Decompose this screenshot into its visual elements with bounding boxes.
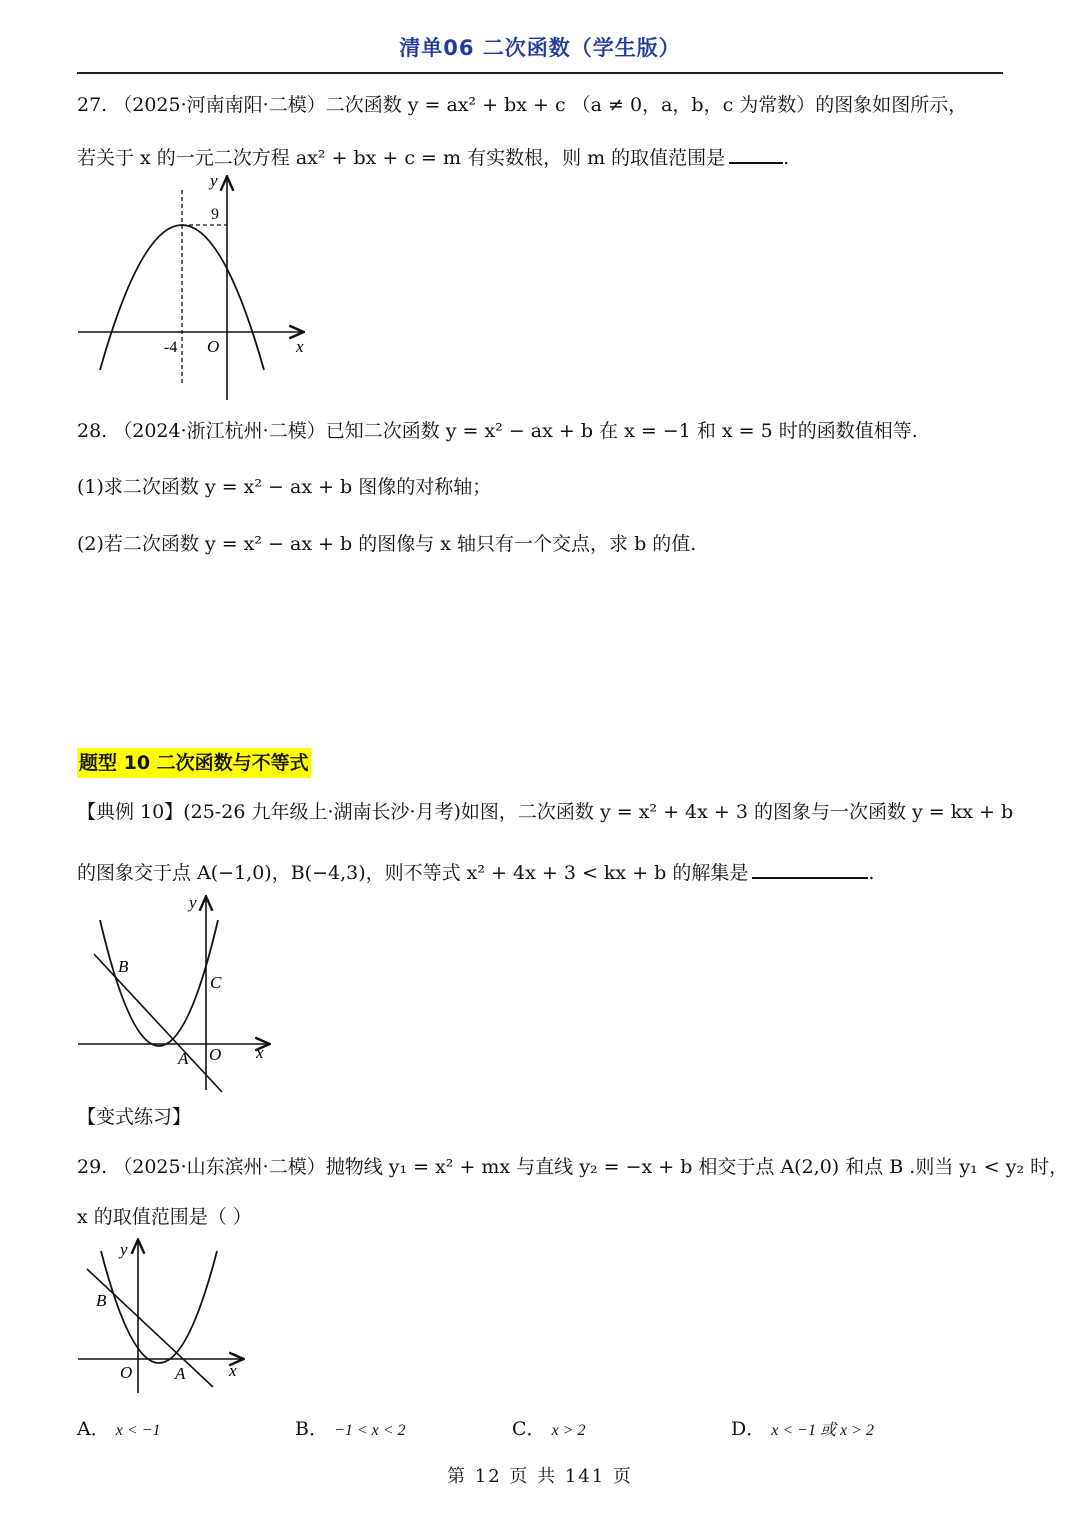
q27-line2-end: .	[783, 147, 790, 169]
parabola-curve	[101, 1251, 217, 1363]
page-title: 清单06 二次函数（学生版）	[399, 36, 681, 60]
header-divider	[77, 72, 1003, 74]
vertex-y-label: 9	[211, 206, 219, 223]
example10-line1: 【典例 10】(25-26 九年级上·湖南长沙·月考)如图，二次函数 y = x² + 4x + 3 的图象与一次函数 y = kx + b	[77, 801, 1014, 823]
example10-line2-text: 的图象交于点 A(−1,0)，B(−4,3)，则不等式 x² + 4x + 3 < kx + b 的解集是	[77, 862, 749, 884]
x-axis-label: x	[256, 1043, 264, 1062]
point-a-label: A	[175, 1364, 186, 1383]
y-axis-label: y	[189, 893, 197, 912]
option-text: x < −1	[115, 1422, 161, 1439]
x-axis-label: x	[296, 337, 304, 356]
origin-label: O	[207, 337, 220, 356]
point-b-label: B	[118, 957, 129, 976]
line-graph	[87, 1269, 213, 1387]
q28-line1: 28. （2024·浙江杭州·二模）已知二次函数 y = x² − ax + b 在 x = −1 和 x = 5 时的函数值相等.	[77, 420, 918, 442]
answer-blank[interactable]	[752, 857, 868, 879]
q28-part2: (2)若二次函数 y = x² − ax + b 的图像与 x 轴只有一个交点，求 b 的值.	[77, 533, 697, 555]
y-axis-label: y	[120, 1240, 128, 1259]
option-text: x > 2	[551, 1422, 586, 1439]
option-text: x < −1 或 x > 2	[771, 1422, 874, 1439]
q27-line2-text: 若关于 x 的一元二次方程 ax² + bx + c = m 有实数根，则 m 的取值范围是	[77, 147, 726, 169]
origin-label: O	[120, 1363, 133, 1382]
option-letter: C．	[512, 1418, 546, 1440]
q27-line2	[77, 142, 789, 171]
example10-line2	[77, 857, 874, 886]
section-heading: 题型 10 二次函数与不等式	[77, 748, 311, 778]
x-axis-label: x	[229, 1361, 237, 1380]
option-b[interactable]	[295, 1416, 406, 1444]
example10-line2-end: .	[868, 862, 875, 884]
q29-line1: 29. （2025·山东滨州·二模）抛物线 y₁ = x² + mx 与直线 y₂ = −x + b 相交于点 A(2,0) 和点 B .则当 y₁ < y₂ 时，	[77, 1156, 1069, 1178]
point-b-label: B	[96, 1291, 107, 1310]
y-axis-label: y	[210, 171, 218, 190]
answer-blank[interactable]	[729, 142, 783, 164]
q28-part1: (1)求二次函数 y = x² − ax + b 图像的对称轴；	[77, 476, 492, 498]
option-text: −1 < x < 2	[334, 1422, 406, 1439]
q29-line2: x 的取值范围是（ ）	[77, 1206, 252, 1228]
origin-label: O	[209, 1045, 222, 1064]
option-letter: A．	[77, 1418, 110, 1440]
point-a-label: A	[178, 1049, 189, 1068]
point-c-label: C	[210, 973, 222, 992]
option-d[interactable]	[731, 1416, 874, 1444]
option-c[interactable]	[512, 1416, 586, 1444]
q29-graph	[72, 1235, 252, 1395]
q27-line1: 27. （2025·河南南阳·二模）二次函数 y = ax² + bx + c （a ≠ 0，a，b，c 为常数）的图象如图所示，	[77, 94, 968, 116]
option-letter: D．	[731, 1418, 766, 1440]
q27-parabola-graph	[70, 170, 320, 405]
practice-label: 【变式练习】	[77, 1106, 192, 1128]
page-number: 第 12 页 共 141 页	[447, 1466, 633, 1487]
option-a[interactable]	[77, 1416, 160, 1444]
parabola-curve	[100, 920, 218, 1046]
vertex-x-label: -4	[164, 339, 178, 356]
example10-graph	[72, 890, 282, 1095]
option-letter: B．	[295, 1418, 328, 1440]
